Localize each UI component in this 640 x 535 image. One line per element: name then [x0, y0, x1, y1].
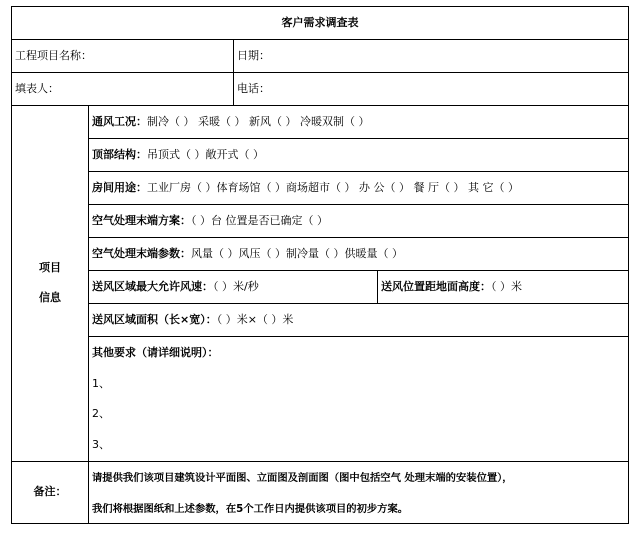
- date-label: 日期：: [237, 49, 270, 62]
- form-title: 客户需求调查表: [281, 16, 359, 29]
- ahu-params-row: [92, 247, 403, 261]
- ahu-params-label: 空气处理末端参数：: [92, 247, 191, 260]
- phone-label: 电话：: [237, 82, 270, 95]
- ahu-plan-label: 空气处理末端方案：: [92, 214, 191, 227]
- survey-form-table: [11, 6, 629, 524]
- filler-label: 填表人：: [15, 82, 59, 95]
- other-requirements-label: 其他要求（请详细说明）：: [92, 346, 219, 359]
- section-label-project: 项目: [39, 261, 61, 274]
- height-label: 送风位置距地面高度：: [381, 280, 491, 293]
- other-item-3: 3、: [92, 438, 110, 451]
- project-name-label: 工程项目名称：: [15, 49, 92, 62]
- room-use-options: 工业厂房（ ）体育场馆（ ）商场超市（ ） 办 公（ ） 餐 厅（ ） 其 它（ ）: [147, 181, 519, 194]
- area-value: （ ）米×（ ）米: [216, 313, 294, 326]
- other-item-2: 2、: [92, 407, 110, 420]
- ahu-plan-value: （ ）台 位置是否已确定（ ）: [191, 214, 328, 227]
- ventilation-label: 通风工况：: [92, 115, 147, 128]
- other-item-1: 1、: [92, 377, 110, 390]
- room-use-label: 房间用途：: [92, 181, 147, 194]
- ahu-params-value: 风量（ ）风压（ ）制冷量（ ）供暖量（ ）: [191, 247, 403, 260]
- height-value: （ ）米: [491, 280, 522, 293]
- section-label-info: 信息: [39, 291, 61, 304]
- ventilation-row: [92, 115, 369, 129]
- ahu-plan-row: [92, 214, 328, 228]
- area-row: [92, 313, 293, 327]
- top-structure-options: 吊顶式（ ）敞开式（ ）: [147, 148, 264, 161]
- max-speed-value: （ ）米/秒: [213, 280, 259, 293]
- remarks-line-1: 请提供我们该项目建筑设计平面图、立面图及剖面图（图中包括空气 处理末端的安装位置），: [92, 472, 513, 484]
- remarks-label: 备注：: [33, 485, 67, 498]
- max-speed-label: 送风区域最大允许风速：: [92, 280, 213, 293]
- top-structure-label: 顶部结构：: [92, 148, 147, 161]
- max-speed-cell: [92, 280, 259, 294]
- ventilation-options: 制冷（ ） 采暖（ ） 新风（ ） 冷暖双制（ ）: [147, 115, 370, 128]
- height-cell: [381, 280, 522, 294]
- remarks-line-2: 我们将根据图纸和上述参数，在5个工作日内提供该项目的初步方案。: [92, 503, 409, 515]
- room-use-row: [92, 181, 519, 195]
- top-structure-row: [92, 148, 264, 162]
- area-label: 送风区域面积（长×宽）：: [92, 313, 217, 326]
